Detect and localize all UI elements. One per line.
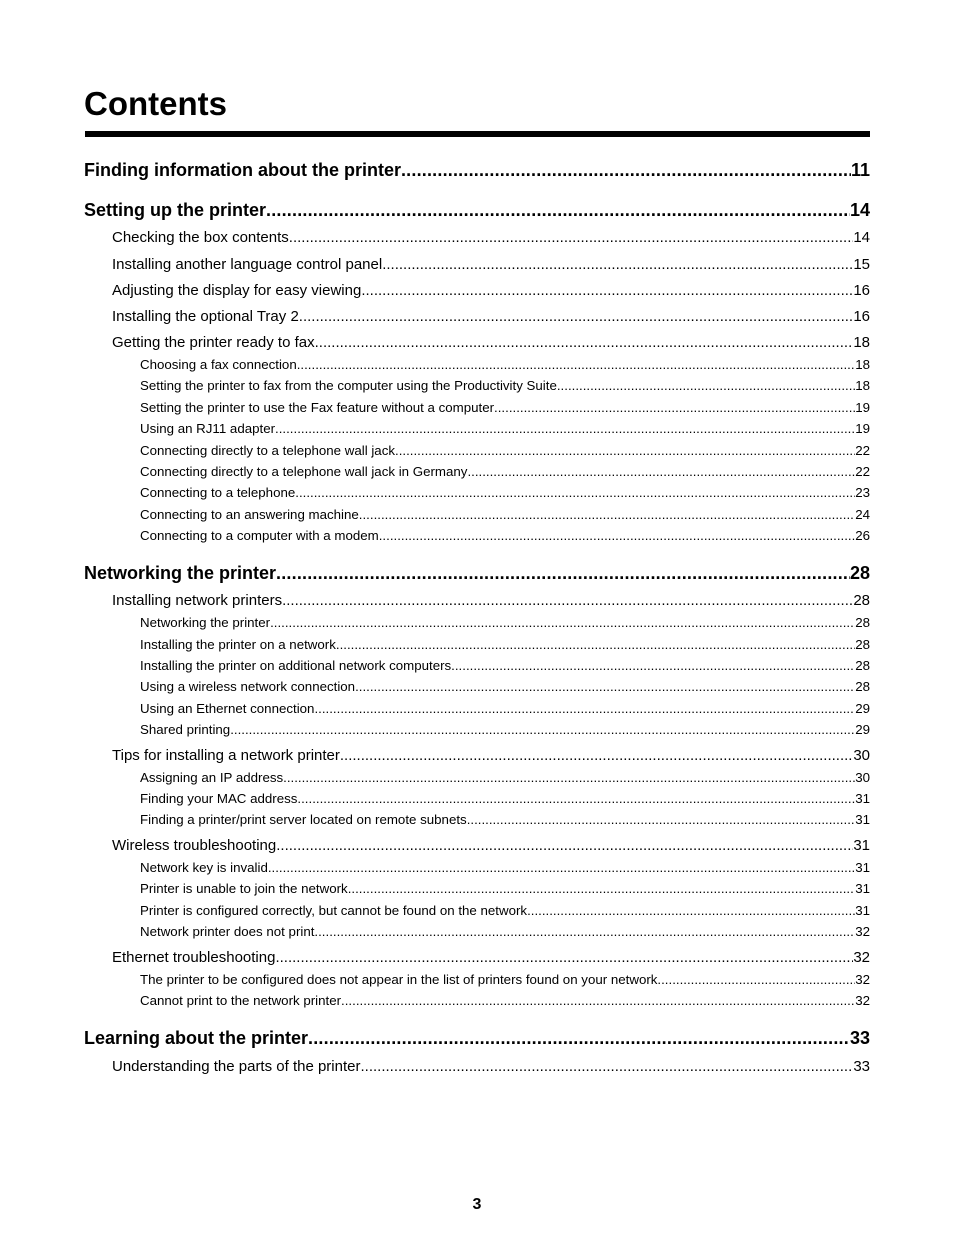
dot-leader [308, 1027, 850, 1049]
toc-entry-page-number: 31 [855, 881, 870, 896]
dot-leader [382, 255, 853, 274]
dot-leader [275, 948, 853, 967]
toc-entry-level-2[interactable] [112, 1057, 870, 1076]
toc-entry-title: Assigning an IP address [140, 770, 284, 785]
dot-leader [359, 506, 855, 523]
dot-leader [295, 484, 855, 501]
toc-entry-title: Adjusting the display for easy viewing [112, 282, 362, 299]
toc-entry-page-number: 26 [855, 528, 870, 543]
toc-entry-page-number: 29 [855, 722, 870, 737]
toc-entry-page-number: 31 [855, 791, 870, 806]
toc-entry-level-3[interactable] [140, 506, 870, 523]
toc-entry-level-3[interactable] [140, 880, 870, 897]
toc-entry-page-number: 28 [855, 658, 870, 673]
dot-leader [340, 746, 853, 765]
toc-entry-level-2[interactable] [112, 836, 870, 855]
toc-entry-title: Using a wireless network connection [140, 679, 356, 694]
toc-entry-page-number: 28 [853, 592, 870, 609]
toc-entry-title: Connecting directly to a telephone wall jack [140, 443, 396, 458]
toc-entry-page-number: 31 [853, 837, 870, 854]
toc-entry-title: Understanding the parts of the printer [112, 1058, 361, 1075]
toc-entry-level-3[interactable] [140, 811, 870, 828]
toc-entry-title: Installing the optional Tray 2 [112, 308, 299, 325]
toc-entry-page-number: 19 [855, 421, 870, 436]
toc-entry-title: Network key is invalid [140, 860, 268, 875]
toc-entry-level-1[interactable] [84, 199, 870, 221]
dot-leader [276, 562, 850, 584]
dot-leader [276, 836, 853, 855]
toc-entry-page-number: 28 [849, 563, 870, 583]
toc-entry-page-number: 18 [855, 357, 870, 372]
toc-entry-level-3[interactable] [140, 721, 870, 738]
toc-entry-title: Using an RJ11 adapter [140, 421, 276, 436]
toc-entry-page-number: 32 [855, 993, 870, 1008]
toc-entry-level-2[interactable] [112, 333, 870, 352]
toc-entry-title: Shared printing [140, 722, 231, 737]
toc-entry-level-2[interactable] [112, 948, 870, 967]
dot-leader [467, 811, 856, 828]
toc-entry-page-number: 33 [849, 1028, 870, 1048]
toc-entry-title: Wireless troubleshooting [112, 837, 277, 854]
toc-entry-level-3[interactable] [140, 700, 870, 717]
toc-entry-level-2[interactable] [112, 228, 870, 247]
toc-entry-level-1[interactable] [84, 159, 870, 181]
toc-entry-page-number: 30 [853, 747, 870, 764]
toc-entry-page-number: 32 [853, 949, 870, 966]
toc-entry-title: Connecting to a telephone [140, 485, 296, 500]
toc-entry-level-3[interactable] [140, 356, 870, 373]
toc-entry-page-number: 31 [855, 860, 870, 875]
dot-leader [348, 880, 856, 897]
toc-entry-level-3[interactable] [140, 923, 870, 940]
toc-entry-title: Printer is unable to join the network [140, 881, 348, 896]
dot-leader [355, 678, 855, 695]
dot-leader [360, 1057, 853, 1076]
toc-entry-level-3[interactable] [140, 442, 870, 459]
toc-entry-level-3[interactable] [140, 992, 870, 1009]
toc-entry-level-3[interactable] [140, 678, 870, 695]
toc-entry-title: Setting the printer to fax from the computer using the Productivity Suite [140, 378, 557, 393]
toc-entry-page-number: 16 [853, 308, 870, 325]
dot-leader [401, 159, 851, 181]
toc-entry-level-3[interactable] [140, 484, 870, 501]
toc-entry-level-2[interactable] [112, 746, 870, 765]
toc-entry-level-3[interactable] [140, 463, 870, 480]
dot-leader [467, 463, 855, 480]
page-title: Contents [84, 85, 227, 122]
toc-entry-page-number: 23 [855, 485, 870, 500]
dot-leader [314, 700, 855, 717]
toc-entry-page-number: 16 [853, 282, 870, 299]
toc-entry-title: Checking the box contents [112, 229, 289, 246]
dot-leader [557, 377, 855, 394]
toc-entry-title: Setting the printer to use the Fax feature without a computer [140, 400, 495, 415]
toc-entry-title: Installing the printer on additional network computers [140, 658, 452, 673]
dot-leader [527, 902, 855, 919]
toc-entry-page-number: 18 [853, 334, 870, 351]
toc-entry-page-number: 31 [855, 903, 870, 918]
toc-entry-title: Tips for installing a network printer [112, 747, 340, 764]
toc-entry-page-number: 22 [855, 443, 870, 458]
toc-entry-title: Setting up the printer [84, 200, 266, 220]
toc-entry-level-2[interactable] [112, 255, 870, 274]
toc-entry-title: Networking the printer [84, 563, 277, 583]
toc-entry-level-3[interactable] [140, 769, 870, 786]
dot-leader [270, 614, 855, 631]
dot-leader [297, 790, 855, 807]
toc-entry-level-2[interactable] [112, 281, 870, 300]
toc-entry-title: Ethernet troubleshooting [112, 949, 276, 966]
toc-entry-title: Finding information about the printer [84, 160, 401, 180]
toc-entry-level-1[interactable] [84, 1027, 870, 1049]
dot-leader [314, 923, 855, 940]
dot-leader [230, 721, 855, 738]
toc-entry-level-3[interactable] [140, 614, 870, 631]
dot-leader [341, 992, 855, 1009]
toc-entry-title: Finding your MAC address [140, 791, 298, 806]
dot-leader [657, 971, 855, 988]
toc-entry-page-number: 30 [855, 770, 870, 785]
toc-entry-title: Choosing a fax connection [140, 357, 297, 372]
toc-entry-level-2[interactable] [112, 591, 870, 610]
page-number: 3 [472, 1196, 482, 1213]
toc-entry-title: The printer to be configured does not appear in the list of printers found on your network [140, 972, 658, 987]
toc-entry-page-number: 28 [855, 637, 870, 652]
toc-entry-title: Installing another language control panel [112, 256, 383, 273]
toc-entry-level-3[interactable] [140, 377, 870, 394]
toc-entry-title: Using an Ethernet connection [140, 701, 315, 716]
toc-entry-page-number: 28 [855, 679, 870, 694]
dot-leader [283, 769, 855, 786]
toc-entry-page-number: 24 [855, 507, 870, 522]
toc-entry-title: Getting the printer ready to fax [112, 334, 315, 351]
toc-entry-title: Connecting to a computer with a modem [140, 528, 379, 543]
dot-leader [336, 636, 855, 653]
toc-entry-page-number: 28 [855, 615, 870, 630]
toc-entry-title: Cannot print to the network printer [140, 993, 342, 1008]
dot-leader [451, 657, 855, 674]
toc-entry-page-number: 33 [853, 1058, 870, 1075]
toc-entry-title: Learning about the printer [84, 1028, 309, 1048]
toc-entry-level-3[interactable] [140, 420, 870, 437]
toc-entry-page-number: 32 [855, 924, 870, 939]
toc-entry-title: Connecting directly to a telephone wall jack in Germany [140, 464, 468, 479]
toc-entry-title: Connecting to an answering machine [140, 507, 359, 522]
dot-leader [266, 199, 850, 221]
toc-entry-level-3[interactable] [140, 971, 870, 988]
dot-leader [395, 442, 855, 459]
dot-leader [268, 859, 855, 876]
toc-entry-level-3[interactable] [140, 399, 870, 416]
toc-entry-page-number: 14 [853, 229, 870, 246]
dot-leader [299, 307, 854, 326]
toc-entry-level-3[interactable] [140, 790, 870, 807]
toc-entry-level-3[interactable] [140, 527, 870, 544]
toc-entry-level-3[interactable] [140, 657, 870, 674]
toc-entry-title: Network printer does not print [140, 924, 315, 939]
toc-entry-page-number: 14 [849, 200, 870, 220]
toc-entry-level-3[interactable] [140, 636, 870, 653]
dot-leader [361, 281, 853, 300]
toc-entry-page-number: 22 [855, 464, 870, 479]
toc-entry-page-number: 32 [855, 972, 870, 987]
dot-leader [289, 228, 854, 247]
toc-entry-level-2[interactable] [112, 307, 870, 326]
toc-entry-page-number: 29 [855, 701, 870, 716]
toc-entry-page-number: 18 [855, 378, 870, 393]
toc-entry-title: Networking the printer [140, 615, 271, 630]
toc-entry-title: Installing the printer on a network [140, 637, 336, 652]
toc-entry-title: Installing network printers [112, 592, 283, 609]
dot-leader [379, 527, 855, 544]
toc-entry-title: Printer is configured correctly, but cannot be found on the network [140, 903, 528, 918]
toc-entry-level-3[interactable] [140, 902, 870, 919]
toc-entry-page-number: 15 [853, 256, 870, 273]
toc-entry-page-number: 19 [855, 400, 870, 415]
dot-leader [297, 356, 855, 373]
dot-leader [494, 399, 855, 416]
toc-entry-level-1[interactable] [84, 562, 870, 584]
toc-entry-level-3[interactable] [140, 859, 870, 876]
dot-leader [282, 591, 853, 610]
dot-leader [275, 420, 855, 437]
toc-entry-page-number: 31 [855, 812, 870, 827]
toc-entry-page-number: 11 [850, 160, 870, 180]
dot-leader [315, 333, 854, 352]
toc-entry-title: Finding a printer/print server located on remote subnets [140, 812, 467, 827]
